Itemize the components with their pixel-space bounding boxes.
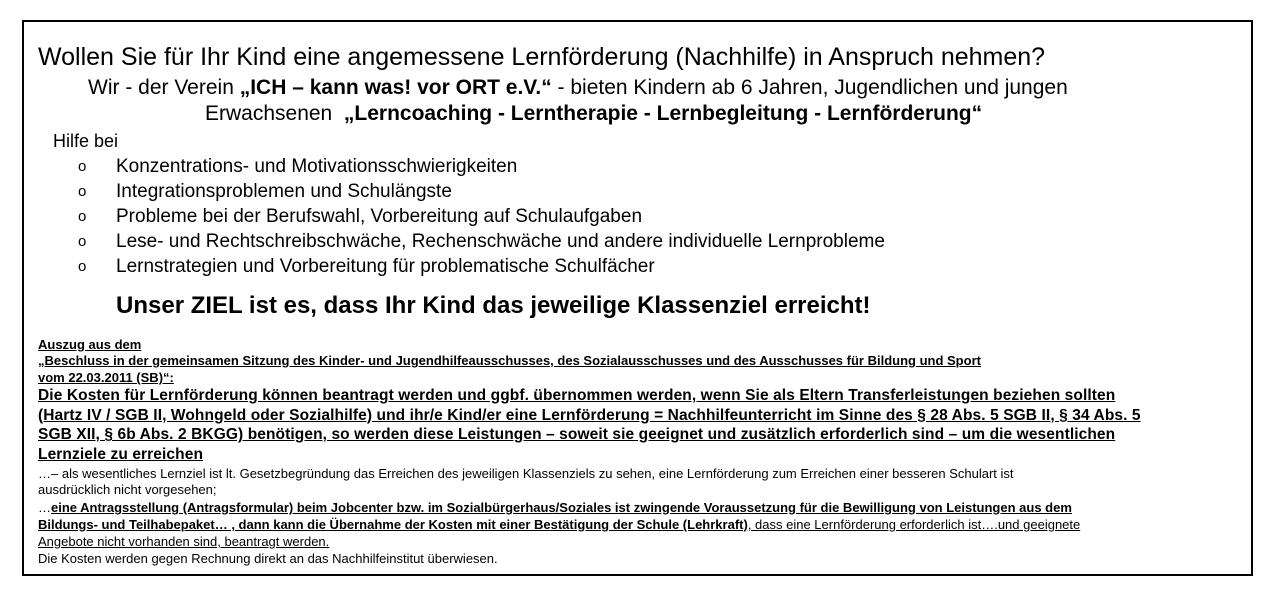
bullet-icon: o [78,258,87,275]
note-application-cont: Bildungs- und Teilhabepaket… , dann kann die Übernahme der Kosten mit einer Bestätigung der Schule (Lehrkraft), dass eine Lernförderung erforderlich ist….und geeignete [38,517,1081,532]
note-application-end: Angebote nicht vorhanden sind, beantragt werden. [38,534,330,549]
organization-name: „ICH – kann was! vor ORT e.V.“ [239,76,552,99]
list-item: o Lernstrategien und Vorbereitung für problematische Schulfächer [78,255,655,277]
bullet-icon: o [78,183,87,200]
help-list [78,154,885,279]
cost-line: (Hartz IV / SGB II, Wohngeld oder Sozialhilfe) und ihr/e Kind/er eine Lernförderung = Nachhilfeunterricht im Sinne des § 28 Abs. 5 SGB II, § 34 Abs. 5 [38,406,1141,424]
headline: Wollen Sie für Ihr Kind eine angemessene Lernförderung (Nachhilfe) in Anspruch nehmen? [38,43,1046,71]
excerpt-source: „Beschluss in der gemeinsamen Sitzung des Kinder- und Jugendhilfeausschusses, des Sozialausschusses und des Ausschusses für Bildung und Sport [38,353,981,368]
excerpt-intro: Auszug aus dem [38,337,142,352]
intro-text-1: Wir - der Verein [88,76,240,99]
cost-line: Die Kosten für Lernförderung können beantragt werden und ggbf. übernommen werden, wenn Sie als Eltern Transferleistungen beziehen sollten [38,387,1116,404]
note-learning-goal: …– als wesentliches Lernziel ist lt. Gesetzbegründung das Erreichen des jeweiligen Klassenziels zu sehen, eine Lernförderung zum Erreichen einer besseren Schulart ist [38,466,1014,481]
intro-text-2: - bieten Kindern ab 6 Jahren, Jugendlichen und jungen [551,76,1068,99]
list-item: o Probleme bei der Berufswahl, Vorbereitung auf Schulaufgaben [78,205,643,227]
note-learning-goal-cont: ausdrücklich nicht vorgesehen; [38,482,217,497]
offer-title: „Lerncoaching - Lerntherapie - Lernbegleitung - Lernförderung“ [343,102,983,125]
note-application: …eine Antragsstellung (Antragsformular) beim Jobcenter bzw. im Sozialbürgerhaus/Soziales ist zwingende Voraussetzung für die Bewilligung von Leistungen aus dem [38,500,1072,515]
list-item: o Lese- und Rechtschreibschwäche, Rechenschwäche und andere individuelle Lernprobleme [78,230,885,252]
list-item: o Konzentrations- und Motivationsschwierigkeiten [78,155,518,177]
cost-paragraph [38,386,1243,464]
goal-statement: Unser ZIEL ist es, dass Ihr Kind das jeweilige Klassenziel erreicht! [116,292,871,319]
intro-text-3: Erwachsenen [205,102,344,125]
bullet-icon: o [78,158,87,175]
bullet-icon: o [78,208,87,225]
intro-line-2 [205,102,982,126]
intro-line-1 [88,76,1068,100]
cost-line: Lernziele zu erreichen [38,445,204,463]
note-payment: Die Kosten werden gegen Rechnung direkt an das Nachhilfeinstitut überwiesen. [38,551,498,566]
bullet-icon: o [78,233,87,250]
cost-line: SGB XII, § 6b Abs. 2 BKGG) benötigen, so werden diese Leistungen – soweit sie geeignet und zusätzlich erforderlich sind – um die wesentlichen [38,426,1116,443]
list-item: o Integrationsproblemen und Schulängste [78,180,452,202]
help-label: Hilfe bei [53,131,119,151]
excerpt-date: vom 22.03.2011 (SB)“: [38,370,174,385]
